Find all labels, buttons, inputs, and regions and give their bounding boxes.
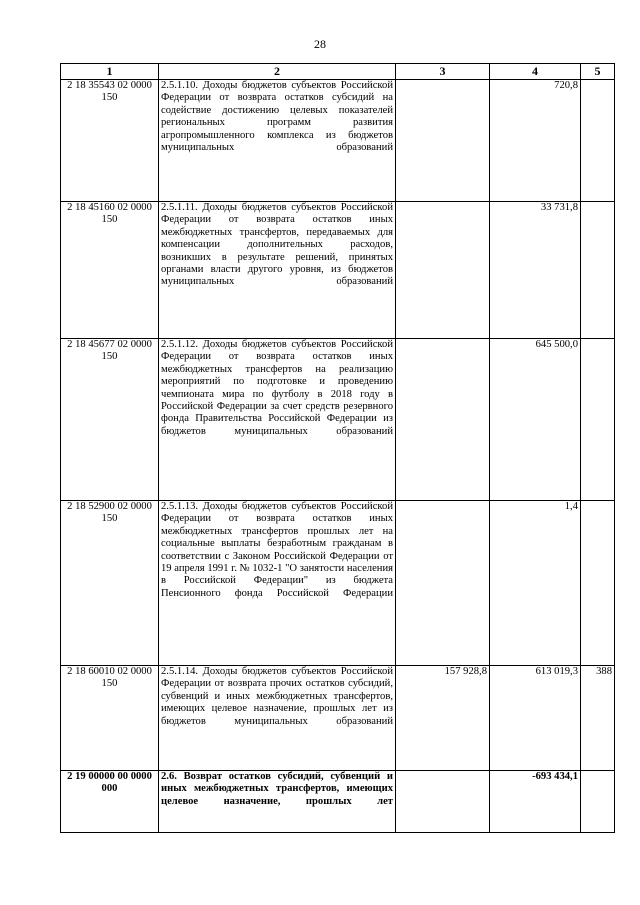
table-row xyxy=(61,80,615,202)
value-col4-cell: 33 731,8 xyxy=(490,202,581,339)
column-header-5: 5 xyxy=(581,64,615,80)
value-col3-cell xyxy=(396,80,490,202)
value-col3-cell xyxy=(396,501,490,666)
value-col5-cell: 388 xyxy=(581,666,615,771)
value-col3-cell xyxy=(396,202,490,339)
description-cell: 2.5.1.11. Доходы бюджетов субъектов Российской Федерации от возврата остатков иных межбюджетных трансфертов, передаваемых для компенсации дополнительных расходов, возникших в результате решений, принятых органами власти другого уровня, из бюджетов муниципальных образований xyxy=(159,202,396,339)
value-col5-cell xyxy=(581,339,615,501)
description-cell: 2.5.1.10. Доходы бюджетов субъектов Российской Федерации от возврата остатков субсидий на содействие достижению целевых показателей региональных программ развития агропромышленного комплекса из бюджетов муниципальных образований xyxy=(159,80,396,202)
column-header-3: 3 xyxy=(396,64,490,80)
budget-code-cell: 2 18 35543 02 0000 150 xyxy=(61,80,159,202)
budget-code-cell: 2 19 00000 00 0000 000 xyxy=(61,771,159,833)
value-col5-cell xyxy=(581,501,615,666)
column-header-2: 2 xyxy=(159,64,396,80)
table-row xyxy=(61,339,615,501)
table-row xyxy=(61,666,615,771)
budget-code-cell: 2 18 45160 02 0000 150 xyxy=(61,202,159,339)
description-cell: 2.6. Возврат остатков субсидий, субвенций и иных межбюджетных трансфертов, имеющих целевое назначение, прошлых лет xyxy=(159,771,396,833)
value-col4-cell: 1,4 xyxy=(490,501,581,666)
table-row xyxy=(61,771,615,833)
description-cell: 2.5.1.13. Доходы бюджетов субъектов Российской Федерации от возврата остатков иных межбюджетных трансфертов прошлых лет на социальные выплаты безработным гражданам в соответствии с Законом Российской Федерации от 19 апреля 1991 г. № 1032-1 "О занятости населения в Российской Федерации" из бюджета Пенсионного фонда Российской Федерации xyxy=(159,501,396,666)
value-col5-cell xyxy=(581,202,615,339)
table-row xyxy=(61,202,615,339)
value-col4-cell: 645 500,0 xyxy=(490,339,581,501)
budget-code-cell: 2 18 45677 02 0000 150 xyxy=(61,339,159,501)
description-cell: 2.5.1.14. Доходы бюджетов субъектов Российской Федерации от возврата прочих остатков субсидий, субвенций и иных межбюджетных трансфертов, имеющих целевое назначение, прошлых лет из бюджетов муниципальных образований xyxy=(159,666,396,771)
description-cell: 2.5.1.12. Доходы бюджетов субъектов Российской Федерации от возврата остатков иных межбюджетных трансфертов на реализацию мероприятий по подготовке и проведению чемпионата мира по футболу в 2018 году в Российской Федерации за счет средств резервного фонда Правительства Российской Федерации из бюджетов муниципальных образований xyxy=(159,339,396,501)
value-col3-cell xyxy=(396,339,490,501)
table-row xyxy=(61,501,615,666)
column-header-1: 1 xyxy=(61,64,159,80)
value-col4-cell: 613 019,3 xyxy=(490,666,581,771)
value-col4-cell: -693 434,1 xyxy=(490,771,581,833)
budget-code-cell: 2 18 52900 02 0000 150 xyxy=(61,501,159,666)
budget-table xyxy=(60,63,615,833)
value-col5-cell xyxy=(581,80,615,202)
column-header-4: 4 xyxy=(490,64,581,80)
page-number: 28 xyxy=(314,37,326,51)
value-col3-cell: 157 928,8 xyxy=(396,666,490,771)
value-col3-cell xyxy=(396,771,490,833)
value-col4-cell: 720,8 xyxy=(490,80,581,202)
value-col5-cell xyxy=(581,771,615,833)
table-header-row xyxy=(61,64,615,80)
budget-code-cell: 2 18 60010 02 0000 150 xyxy=(61,666,159,771)
